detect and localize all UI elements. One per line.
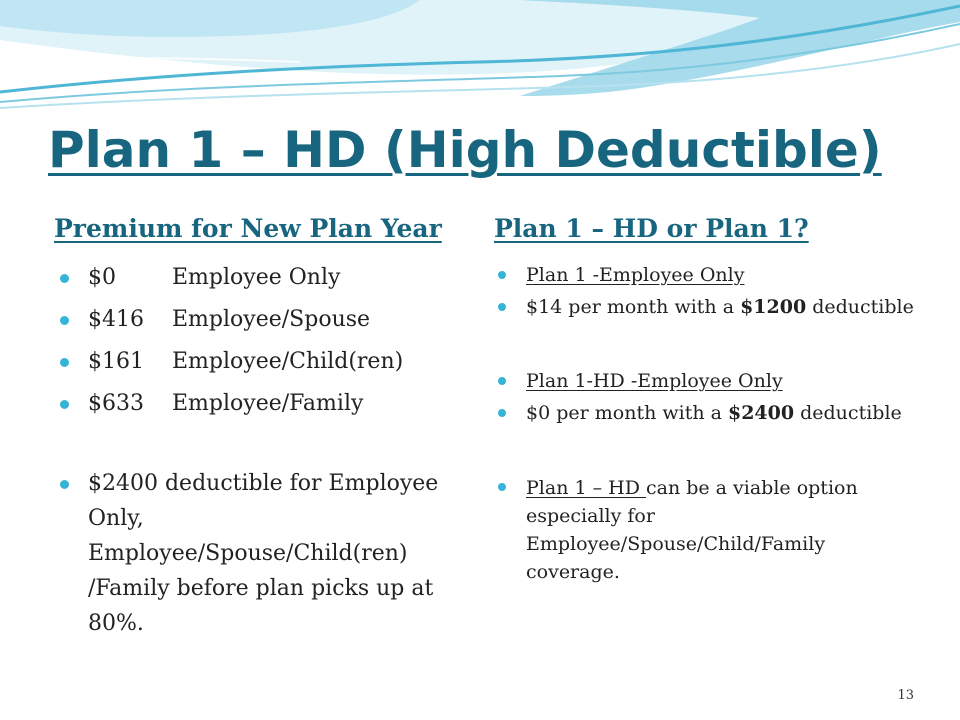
premium-tier-label: Employee/Child(ren): [172, 349, 404, 374]
premium-list: [60, 264, 460, 641]
bullet-dot-icon: [60, 316, 69, 325]
conclusion-item: [498, 474, 918, 586]
bullet-dot-icon: [498, 377, 506, 385]
slide-title: Plan 1 – HD (High Deductible): [48, 121, 882, 179]
bullet-dot-icon: [498, 409, 506, 417]
premium-row-employee-children: [60, 348, 460, 376]
deductible-note: [60, 466, 460, 641]
premium-tier-label: Employee/Spouse: [172, 307, 371, 332]
bullet-dot-icon: [60, 358, 69, 367]
bullet-dot-icon: [498, 271, 506, 279]
page-number: 13: [897, 688, 914, 703]
plan1hd-label: Plan 1-HD -Employee Only: [526, 370, 783, 392]
comparison-heading: Plan 1 – HD or Plan 1?: [494, 214, 809, 243]
plan1hd-detail-suffix: deductible: [794, 402, 902, 424]
plan1-detail-prefix: $14 per month with a: [526, 296, 741, 318]
plan1-detail-item: [498, 294, 918, 320]
plan1hd-detail-item: [498, 400, 918, 426]
premium-amount: $161: [88, 349, 144, 374]
premium-row-employee-family: [60, 390, 460, 418]
premium-amount: $416: [88, 307, 144, 332]
premium-tier-label: Employee/Family: [172, 391, 364, 416]
bullet-dot-icon: [60, 274, 69, 283]
plan1hd-deductible-amount: $2400: [727, 402, 795, 424]
conclusion-text: can be a viable option especially for Employee/Spouse/Child/Family coverage.: [526, 477, 858, 583]
plan1-label: Plan 1 -Employee Only: [526, 264, 745, 286]
deductible-note-text: $2400 deductible for Employee Only, Employee/Spouse/Child(ren) /Family before plan picks up at 80%.: [88, 471, 439, 636]
premium-tier-label: Employee Only: [172, 265, 341, 290]
comparison-list: [498, 262, 918, 586]
bullet-dot-icon: [60, 400, 69, 409]
premium-row-employee-only: [60, 264, 460, 292]
plan1-detail-suffix: deductible: [806, 296, 914, 318]
premium-heading: Premium for New Plan Year: [54, 214, 442, 243]
bullet-dot-icon: [498, 303, 506, 311]
header-wave-decoration: [0, 0, 960, 120]
plan1hd-detail-prefix: $0 per month with a: [526, 402, 728, 424]
bullet-dot-icon: [498, 483, 506, 491]
plan1hd-label-item: [498, 368, 918, 394]
plan1-deductible-amount: $1200: [740, 296, 807, 318]
bullet-dot-icon: [60, 480, 69, 489]
conclusion-plan-label: Plan 1 – HD: [526, 477, 646, 499]
premium-amount: $0: [88, 265, 116, 290]
premium-amount: $633: [88, 391, 144, 416]
plan1-label-item: [498, 262, 918, 288]
premium-row-employee-spouse: [60, 306, 460, 334]
